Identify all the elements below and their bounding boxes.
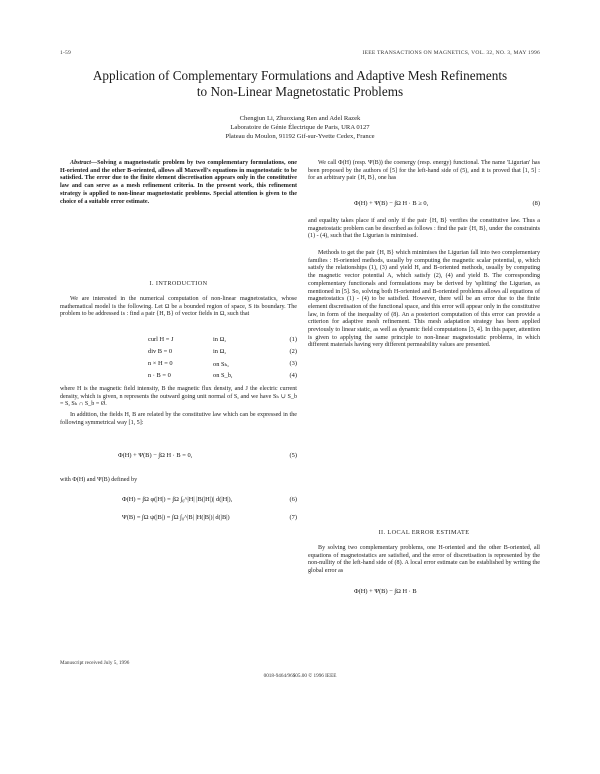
paper-title — [60, 68, 540, 100]
intro-paragraph-2: where H is the magnetic field intensity, B the magnetic flux density, and J the electric current density, which is given, n represents the outward going unit normal of S, and we have Sₕ ∪ S_b = S, Sₕ ∩ S_b = Ø. — [60, 386, 297, 408]
right-paragraph-3: Methods to get the pair {H, B} which minimises the Ligurian fall into two complementary families : H-oriented methods, usually by computing the magnetic scalar potential, φ, which satisfy the relationships (1), (3) and yield H, and B-oriented methods, usually by computing the magnetic vector potential A, which satisfy (2), (4) and yield B. The corresponding complementary functionals and formulations may be derived by 'splitting' the Ligurian, as mentioned in [5]. So, solving both H-oriented and B-oriented problems allows all equations of magnetostatics (1) - (4) to be satisfied. However, there will be an error due to the finite element discretisation of the functional space, and this error will appear only in the constitutive law, in form of the inequality of (8). An a posteriori computation of this error can provide a criterion for adaptive mesh refinement. This mesh adaptation strategy has been applied previously to linear static, as well as dynamic field computations [3, 4]. In this paper, attention is given to applying the same principle to non-linear magnetostatic problems, in which different materials having very different permeability values are presented. — [308, 250, 540, 349]
equation-body: Φ(H) + Ψ(B) − ∫Ω H · B — [354, 588, 417, 595]
equation-domain: on Sₕ, — [213, 361, 229, 368]
affiliation-line-1: Laboratoire de Génie Électrique de Paris, URA 0127 — [230, 124, 370, 131]
equation-body: Φ(H) = ∫Ω φ(|H|) = ∫Ω ∫₀^|H| |B(|H|)| d(|H|), — [122, 496, 233, 503]
equation-body: Φ(H) + Ψ(B) − ∫Ω H · B = 0, — [118, 452, 193, 459]
equation-number: (8) — [532, 200, 540, 207]
equation-domain: on S_b, — [213, 372, 233, 379]
running-header: IEEE TRANSACTIONS ON MAGNETICS, VOL. 32, NO. 3, MAY 1996 — [362, 50, 540, 56]
with-definitions-text: with Φ(H) and Ψ(B) defined by — [60, 477, 138, 483]
intro-paragraph-3: In addition, the fields H, B are related by the constitutive law which can be expressed in the following symmetrical way [1, 5]: — [60, 412, 297, 426]
equation-domain: in Ω, — [213, 336, 226, 343]
section-heading-local-error: II. LOCAL ERROR ESTIMATE — [378, 529, 470, 536]
footnote-received: Manuscript received July 5, 1996 — [60, 660, 130, 666]
equation-body: Ψ(B) = ∫Ω ψ(|B|) = ∫Ω ∫₀^|B| |H(|B|)| d(|B|) — [122, 514, 230, 521]
abstract-text: Solving a magnetostatic problem by two complementary formulations, one H-oriented and the other B-oriented, allows all Maxwell's equations in magnetostatic to be satisfied. The error due to the finite element discretisation appears only in the constitutive law and can serve as a mesh refinement criteria. In the present work, this refinement strategy is applied to non-linear magnetostatic problems. Special attention is given to the choice of a suitable error estimate. — [60, 160, 297, 205]
equation-number: (3) — [289, 360, 297, 367]
equation-number: (4) — [289, 372, 297, 379]
equation-body: Φ(H) + Ψ(B) − ∫Ω H · B ≥ 0, — [354, 200, 429, 207]
equation-lhs: curl H = J — [148, 336, 174, 343]
page-number: 1-59 — [60, 50, 72, 56]
equation-number: (5) — [289, 452, 297, 459]
section-heading-introduction: I. INTRODUCTION — [149, 280, 208, 287]
equation-lhs: div B = 0 — [148, 348, 173, 355]
right-paragraph-1: We call Φ(H) (resp. Ψ(B)) the coenergy (resp. energy) functional. The name 'Ligurian' has been proposed by the authors of [5] for the left-hand side of (5), and it is proved that [1, 5] : for an arbitrary pair {H, B}, one has — [308, 160, 540, 182]
abstract-label: Abstract— — [70, 160, 98, 166]
equation-number: (6) — [289, 496, 297, 503]
equation-lhs: n × H = 0 — [148, 360, 173, 367]
equation-number: (1) — [289, 336, 297, 343]
authors: Chengjun Li, Zhuoxiang Ren and Adel Razek — [239, 115, 361, 122]
equation-number: (7) — [289, 514, 297, 521]
issn-copyright: 0018-9464/96$05.00 © 1996 IEEE — [263, 673, 337, 679]
affiliation-line-2: Plateau du Moulon, 91192 Gif-sur-Yvette Cedex, France — [225, 133, 375, 140]
intro-paragraph-1: We are interested in the numerical computation of non-linear magnetostatics, whose mathematical model is the following. Let Ω be a bounded region of space, S its boundary. The problem to be addressed is : find a pair {H, B} of vector fields in Ω, such that — [60, 296, 297, 318]
abstract — [60, 160, 297, 206]
equation-lhs: n · B = 0 — [148, 372, 171, 379]
equation-domain: in Ω, — [213, 348, 226, 355]
equation-number: (2) — [289, 348, 297, 355]
right-paragraph-4: By solving two complementary problems, one H-oriented and the other B-oriented, all equations of magnetostatics are satisfied, and the error of discretisation is represented by the non-nullity of the left-hand side of (8). A local error estimate can be established by writing the global error as — [308, 545, 540, 575]
title-line-2: to Non-Linear Magnetostatic Problems — [196, 84, 404, 99]
title-line-1: Application of Complementary Formulations and Adaptive Mesh Refinements — [92, 68, 508, 83]
right-paragraph-2: and equality takes place if and only if the pair {H, B} verifies the constitutive law. Thus a magnetostatic problem can be described as follows : find the pair {H, B}, under the constraints (1) - (4), such that the Ligurian is minimised. — [308, 218, 540, 240]
